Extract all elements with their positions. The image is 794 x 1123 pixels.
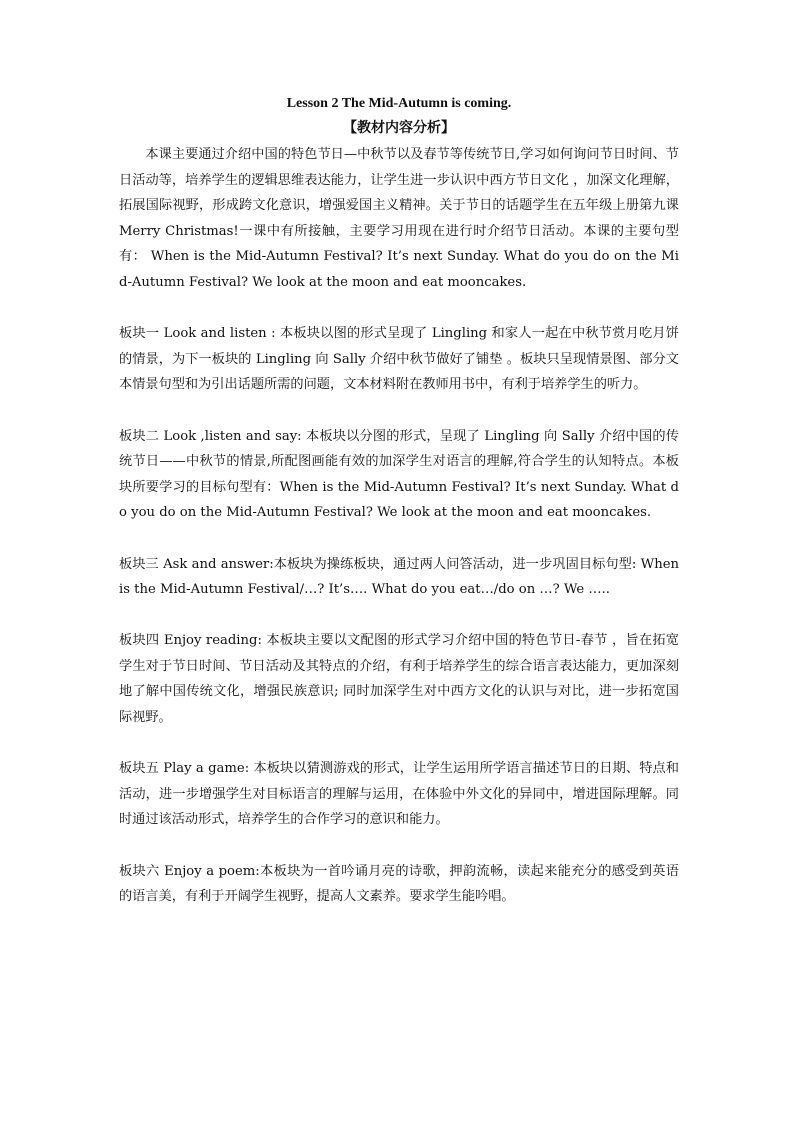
paragraph-gap xyxy=(119,398,679,424)
section-heading: 【教材内容分析】 xyxy=(343,120,455,136)
paragraph-gap xyxy=(119,833,679,859)
block4-paragraph: 板块四 Enjoy reading: 本板块主要以文配图的形式学习介绍中国的特色节日-春节 ，旨在拓宽学生对于节日时间、节日活动及其特点的介绍，有利于培养学生的综合语言表达能力，更加深刻地了解中国传统文化，增强民族意识; 同时加深学生对中西方文化的认识与对比，进一步拓宽国际视野。 xyxy=(119,633,679,726)
lesson-title: Lesson 2 The Mid-Autumn is coming. xyxy=(286,96,512,111)
block5-paragraph: 板块五 Play a game: 本板块以猜测游戏的形式，让学生运用所学语言描述节日的日期、特点和活动，进一步增强学生对目标语言的理解与运用，在体验中外文化的异同中，增进国际理解。同时通过该活动形式，培养学生的合作学习的意识和能力。 xyxy=(119,761,679,828)
block2-paragraph: 板块二 Look ,listen and say: 本板块以分图的形式，呈现了 Lingling 向 Sally 介绍中国的传统节日——中秋节的情景,所配图画能有效的加深学生对语言的理解,符合学生的认知特点。本板块所要学习的目标句型有：When is the Mid-Autumn Festival? It’s next Sunday. What do you do on the Mid-Autumn Festival? We look at the moon and eat mooncakes. xyxy=(119,428,679,521)
paragraph-gap xyxy=(119,526,679,552)
paragraph-gap xyxy=(119,603,679,629)
block1-paragraph: 板块一 Look and listen : 本板块以图的形式呈现了 Lingling 和家人一起在中秋节赏月吃月饼的情景，为下一板块的 Lingling 向 Sally 介绍中秋节做好了铺垫 。板块只呈现情景图、部分文本情景句型和为引出话题所需的问题，文本材料附在教师用书中，有利于培养学生的听力。 xyxy=(119,326,679,393)
block3-paragraph: 板块三 Ask and answer:本板块为操练板块，通过两人问答活动，进一步巩固目标句型: When is the Mid-Autumn Festival/…? It’s…. What do you eat…/do on …? We ….. xyxy=(119,556,679,598)
block6-paragraph: 板块六 Enjoy a poem:本板块为一首吟诵月亮的诗歌，押韵流畅，读起来能充分的感受到英语的语言美，有利于开阔学生视野，提高人文素养。要求学生能吟唱。 xyxy=(119,863,679,905)
paragraph-gap xyxy=(119,296,679,322)
intro-paragraph: 本课主要通过介绍中国的特色节日—中秋节以及春节等传统节日,学习如何询问节日时间、节日活动等，培养学生的逻辑思维表达能力，让学生进一步认识中西方节日文化 ，加深文化理解，拓展国际视野，形成跨文化意识，增强爱国主义精神。关于节日的话题学生在五年级上册第九课 Merry Christmas!一课中有所接触，主要学习用现在进行时介绍节日活动。本课的主要句型有： When is the Mid-Autumn Festival? It’s next Sunday. What do you do on the Mid-Autumn Festival? We look at the moon and eat mooncakes. xyxy=(119,147,679,290)
document-page xyxy=(119,92,679,910)
paragraph-gap xyxy=(119,731,679,757)
